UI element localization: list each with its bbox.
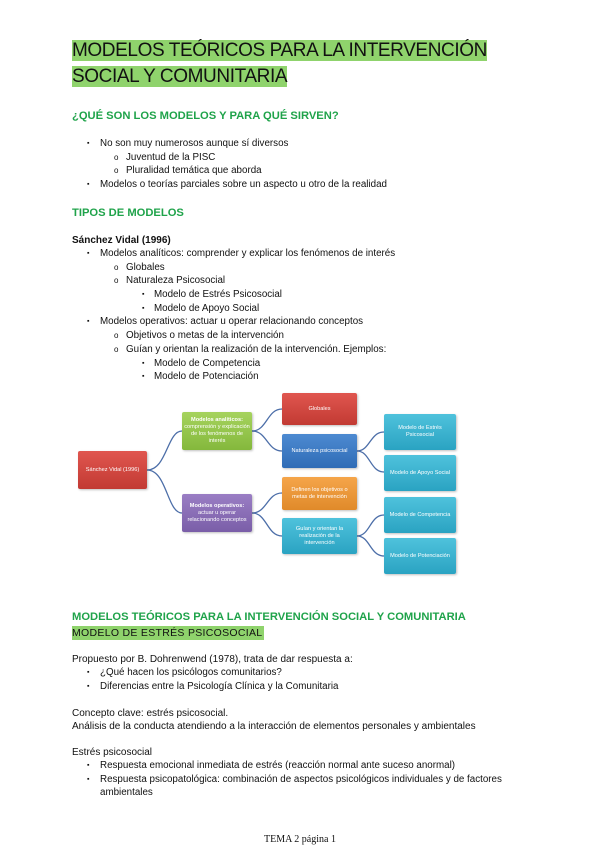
section-heading-que-son: ¿QUÉ SON LOS MODELOS Y PARA QUÉ SIRVEN?: [72, 110, 339, 122]
list-item: ▪ Modelos o teorías parciales sobre un aspecto u otro de la realidad: [0, 178, 600, 192]
models-diagram: [72, 388, 472, 580]
list-item: ▪ Diferencias entre la Psicología Clínica y la Comunitaria: [0, 680, 600, 694]
connector-operativos-definen: [252, 493, 282, 513]
diagram-node-globales: Globales: [282, 393, 357, 425]
page-title: MODELOS TEÓRICOS PARA LA INTERVENCIÓN SOCIAL Y COMUNITARIA: [72, 40, 487, 87]
list-item: ▪ Modelo de Potenciación: [0, 370, 600, 384]
list-item: o Objetivos o metas de la intervención: [0, 329, 600, 343]
diagram-node-definen: Definen los objetivos o metas de intervención: [282, 477, 357, 510]
section-heading-tipos: TIPOS DE MODELOS: [72, 207, 184, 219]
list-item: o Naturaleza Psicosocial: [0, 274, 600, 288]
connector-guian-potenciacion: [357, 536, 384, 556]
concept-text: Concepto clave: estrés psicosocial.: [72, 708, 229, 719]
analysis-text: Análisis de la conducta atendiendo a la interacción de elementos personales y ambientales: [72, 721, 476, 732]
connector-operativos-guian: [252, 513, 282, 536]
connector-analiticos-naturaleza: [252, 431, 282, 451]
questions-list: [0, 666, 600, 693]
diagram-node-guian: Guían y orientan la realización de la intervención: [282, 518, 357, 554]
diagram-node-apoyo: Modelo de Apoyo Social: [384, 455, 456, 491]
diagram-node-root: Sánchez Vidal (1996): [78, 451, 147, 489]
estres-label: Estrés psicosocial: [72, 747, 153, 758]
connector-root-analiticos: [147, 431, 182, 470]
estres-list: [0, 759, 600, 800]
list-item-continuation: ambientales: [100, 787, 153, 799]
author-label: Sánchez Vidal (1996): [72, 235, 171, 246]
connector-root-operativos: [147, 470, 182, 513]
page-footer: TEMA 2 página 1: [264, 834, 336, 845]
list-item: ▪ No son muy numerosos aunque sí diversos: [0, 137, 600, 151]
diagram-node-potenciacion: Modelo de Potenciación: [384, 538, 456, 574]
list-item: ▪ Modelo de Apoyo Social: [0, 302, 600, 316]
list-item: ▪ Modelo de Competencia: [0, 357, 600, 371]
diagram-node-analiticos: Modelos analíticos: comprensión y explicación de los fenómenos de interés: [182, 412, 252, 450]
connector-analiticos-globales: [252, 409, 282, 431]
list-item: o Pluralidad temática que aborda: [0, 164, 600, 178]
que-son-list: [0, 137, 600, 192]
list-item: o Globales: [0, 261, 600, 275]
connector-guian-competencia: [357, 515, 384, 536]
list-item: ▪ Modelos operativos: actuar u operar relacionando conceptos: [0, 315, 600, 329]
diagram-node-naturaleza: Naturaleza psicosocial: [282, 434, 357, 468]
diagram-node-operativos: Modelos operativos: actuar u operar relacionando conceptos: [182, 494, 252, 532]
connector-naturaleza-estres: [357, 432, 384, 451]
section-heading-modelos-teoricos: MODELOS TEÓRICOS PARA LA INTERVENCIÓN SOCIAL Y COMUNITARIA: [72, 611, 466, 623]
connector-naturaleza-apoyo: [357, 451, 384, 472]
list-item: ▪ ¿Qué hacen los psicólogos comunitarios?: [0, 666, 600, 680]
list-item: ▪ Modelo de Estrés Psicosocial: [0, 288, 600, 302]
list-item: ▪ Respuesta psicopatológica: combinación de aspectos psicológicos individuales y de factores: [0, 773, 600, 787]
intro-text: Propuesto por B. Dohrenwend (1978), trata de dar respuesta a:: [72, 654, 353, 665]
list-item: o Juventud de la PISC: [0, 151, 600, 165]
diagram-node-competencia: Modelo de Competencia: [384, 497, 456, 533]
tipos-list: [0, 247, 600, 384]
list-item: ▪ Modelos analíticos: comprender y explicar los fenómenos de interés: [0, 247, 600, 261]
list-item: ▪ Respuesta emocional inmediata de estrés (reacción normal ante suceso anormal): [0, 759, 600, 773]
subheading-estres-psicosocial: MODELO DE ESTRÉS PSICOSOCIAL: [72, 627, 263, 639]
list-item: o Guían y orientan la realización de la intervención. Ejemplos:: [0, 343, 600, 357]
diagram-node-estres: Modelo de Estrés Psicosocial: [384, 414, 456, 450]
